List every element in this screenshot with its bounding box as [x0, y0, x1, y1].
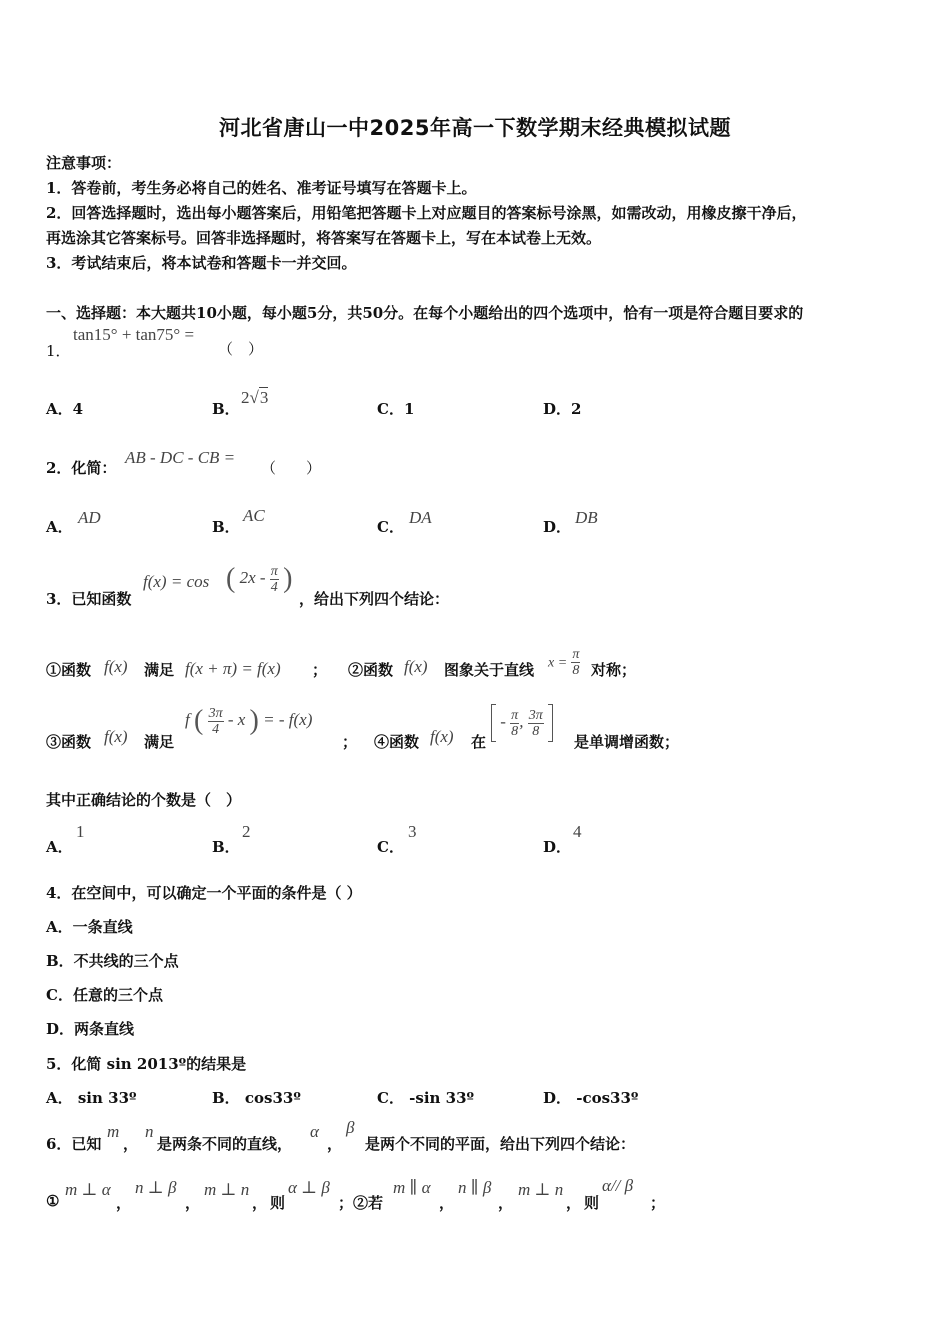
notice-item: 再选涂其它答案标号。回答非选择题时，将答案写在答题卡上，写在本试卷上无效。: [46, 229, 602, 247]
q6-e8: α// β: [602, 1176, 634, 1195]
q6-e1: m ⊥ α: [65, 1180, 111, 1199]
q3-function: [143, 572, 209, 592]
q3-c2-f: f(x): [404, 657, 428, 676]
option-value: 4: [72, 400, 84, 418]
q6-e4: α ⊥ β: [288, 1178, 330, 1197]
f-symbol: f: [185, 709, 190, 729]
option-value: 1: [403, 400, 415, 418]
option-label: A．: [46, 838, 73, 856]
q3-option-b-value: 2: [242, 822, 251, 841]
denominator: 8: [511, 723, 519, 739]
q4-option-b[interactable]: B．不共线的三个点: [46, 952, 179, 970]
q6-alpha: α: [310, 1122, 319, 1141]
left-paren: (: [193, 705, 204, 736]
radicand: 3: [259, 388, 269, 407]
option-label: B．: [212, 838, 240, 856]
q3-c3-f: f(x): [104, 727, 128, 746]
sqrt-icon: √: [249, 388, 259, 407]
notice-item: 2．回答选择题时，选出每小题答案后，用铅笔把答题卡上对应题目的答案标号涂黑，如需改动，用橡皮擦干净后，: [46, 204, 807, 222]
option-value: 2: [571, 400, 582, 418]
q1-blank: （ ）: [218, 340, 264, 358]
q3-c4-end: 是单调增函数；: [574, 733, 680, 751]
q1-option-c[interactable]: [377, 398, 414, 419]
option-label: D．: [543, 400, 572, 418]
q3-c2-mid: 图象关于直线: [444, 661, 535, 679]
q5-option-c[interactable]: C． -sin 33º: [377, 1089, 475, 1107]
fraction: [510, 708, 519, 739]
q3-option-c-value: 3: [408, 822, 417, 841]
q6-e6: n ∥ β: [458, 1178, 492, 1197]
q6-then: 则: [584, 1194, 600, 1212]
q2-option-c-value: DA: [409, 508, 432, 527]
q3-option-a[interactable]: [46, 836, 73, 857]
q3-c1-f: f(x): [104, 657, 128, 676]
q3-option-c[interactable]: [377, 836, 404, 857]
arg-prefix: 2x -: [239, 567, 266, 587]
q5-option-a[interactable]: A． sin 33º: [46, 1089, 137, 1107]
left-bracket: [491, 704, 496, 742]
q3-option-b[interactable]: [212, 836, 240, 857]
q6-beta: β: [346, 1118, 355, 1137]
notice-item: 3．考试结束后，将本试卷和答题卡一并交回。: [46, 254, 357, 272]
x-equals: x =: [548, 655, 568, 671]
q6-e7: m ⊥ n: [518, 1180, 564, 1199]
right-paren: ): [283, 563, 293, 594]
q6-m: m: [107, 1122, 120, 1141]
q3-c1-end: ；: [312, 661, 328, 679]
denominator: 4: [212, 721, 220, 737]
option-label: B．: [212, 400, 240, 418]
q6-e2: n ⊥ β: [135, 1178, 177, 1197]
q3-function-name: f(x) = cos: [143, 572, 210, 591]
numerator: π: [511, 707, 519, 723]
q1-option-b-value: [241, 388, 268, 408]
numerator: π: [270, 563, 278, 579]
q2-option-d[interactable]: [543, 516, 571, 537]
numerator: 3π: [528, 707, 543, 723]
fraction: [270, 564, 279, 595]
equals-neg-f: = - f(x): [263, 709, 313, 729]
comma: ，: [566, 1194, 582, 1212]
q3-c2-line: [548, 647, 580, 678]
option-label: D．: [543, 518, 572, 536]
q6-c1-marker: ①: [46, 1192, 60, 1210]
q5-stem: 5．化简 sin 2013º的结果是: [46, 1055, 247, 1073]
q2-expression: AB - DC - CB =: [125, 448, 236, 467]
q3-c4-f: f(x): [430, 727, 454, 746]
denominator: 8: [572, 663, 580, 678]
right-bracket: [548, 704, 553, 742]
q4-stem: 4．在空间中，可以确定一个平面的条件是（ ）: [46, 884, 362, 902]
q2-option-b-value: AC: [243, 506, 265, 525]
comma: ，: [252, 1194, 268, 1212]
option-label: C．: [377, 400, 404, 418]
q3-option-a-value: 1: [76, 822, 85, 841]
q1-option-b[interactable]: [212, 398, 240, 419]
q3-c1-equation: f(x + π) = f(x): [185, 659, 281, 678]
denominator: 4: [270, 579, 278, 595]
q5-option-b[interactable]: B． cos33º: [212, 1089, 301, 1107]
q2-option-d-value: DB: [575, 508, 598, 527]
q6-e3: m ⊥ n: [204, 1180, 250, 1199]
comma: ，: [116, 1194, 132, 1212]
q3-ask: 其中正确结论的个数是（ ）: [46, 791, 242, 809]
option-label: C．: [377, 518, 404, 536]
q2-blank: （ ）: [261, 459, 322, 477]
notice-item: 1．答卷前，考生务必将自己的姓名、准考证号填写在答题卡上。: [46, 179, 477, 197]
q3-c1-prefix: ①函数: [46, 661, 92, 679]
q6-mid2: 是两个不同的平面，给出下列四个结论：: [365, 1135, 636, 1153]
q2-option-b[interactable]: [212, 516, 240, 537]
q3-tail: ，给出下列四个结论：: [299, 590, 450, 608]
q3-c3-mid: 满足: [144, 733, 175, 751]
q2-option-c[interactable]: [377, 516, 404, 537]
q6-e5: m ∥ α: [393, 1178, 431, 1197]
q2-option-a-value: AD: [78, 508, 101, 527]
q1-expression: tan15° + tan75° =: [73, 325, 195, 344]
option-label: D．: [543, 838, 572, 856]
q3-c3-equation: [185, 705, 312, 737]
q1-number: 1．: [46, 342, 71, 360]
q4-option-d[interactable]: D．两条直线: [46, 1020, 135, 1038]
option-label: A．: [46, 518, 73, 536]
fraction: [208, 706, 224, 737]
q3-number: 3．已知函数: [46, 590, 132, 608]
numerator: π: [572, 647, 580, 662]
numerator: 3π: [208, 705, 223, 721]
right-paren: ): [249, 705, 259, 736]
q3-c1-mid: 满足: [144, 661, 175, 679]
page-title: 河北省唐山一中2025年高一下数学期末经典模拟试题: [219, 116, 731, 140]
q1-option-d[interactable]: [543, 398, 581, 419]
q3-c4-interval: [491, 704, 553, 742]
semicolon: ；: [650, 1194, 666, 1212]
fraction: [528, 708, 544, 739]
q6-then: 则: [270, 1194, 286, 1212]
minus-x: - x: [227, 709, 246, 729]
q2-number: 2．化简：: [46, 459, 117, 477]
fraction: [571, 647, 580, 678]
q3-c3-end: ；: [342, 733, 358, 751]
q5-option-d[interactable]: D． -cos33º: [543, 1089, 639, 1107]
q3-c3-prefix: ③函数: [46, 733, 92, 751]
option-label: A．: [46, 400, 73, 418]
q6-n: n: [145, 1122, 154, 1141]
minus-sign: -: [500, 711, 506, 731]
q3-option-d-value: 4: [573, 822, 582, 841]
comma: ，: [123, 1135, 139, 1153]
q3-c4-mid: 在: [471, 733, 487, 751]
q1-option-a[interactable]: [46, 398, 83, 419]
q6-mid1: 是两条不同的直线，: [157, 1135, 293, 1153]
q6-number: 6．已知: [46, 1135, 102, 1153]
q4-option-c[interactable]: C．任意的三个点: [46, 986, 163, 1004]
option-label: C．: [377, 838, 404, 856]
comma: ,: [519, 711, 524, 731]
left-paren: (: [226, 563, 236, 594]
q3-c4-prefix: ④函数: [374, 733, 420, 751]
comma: ，: [185, 1194, 201, 1212]
q3-option-d[interactable]: [543, 836, 571, 857]
comma: ，: [327, 1135, 343, 1153]
section-heading: 一、选择题：本大题共10小题，每小题5分，共50分。在每个小题给出的四个选项中，恰有一项是符合题目要求的: [46, 304, 804, 322]
q3-c2-prefix: ②函数: [348, 661, 394, 679]
q3-c2-end: 对称；: [591, 661, 637, 679]
denominator: 8: [532, 723, 540, 739]
q4-option-a[interactable]: A．一条直线: [46, 918, 133, 936]
comma: ，: [498, 1194, 514, 1212]
option-label: B．: [212, 518, 240, 536]
comma: ，: [439, 1194, 455, 1212]
coefficient: 2: [241, 388, 250, 407]
notice-heading: 注意事项：: [46, 154, 122, 172]
q6-separator: ；②若: [338, 1194, 384, 1212]
q2-option-a[interactable]: [46, 516, 73, 537]
q3-argument: [226, 563, 292, 595]
